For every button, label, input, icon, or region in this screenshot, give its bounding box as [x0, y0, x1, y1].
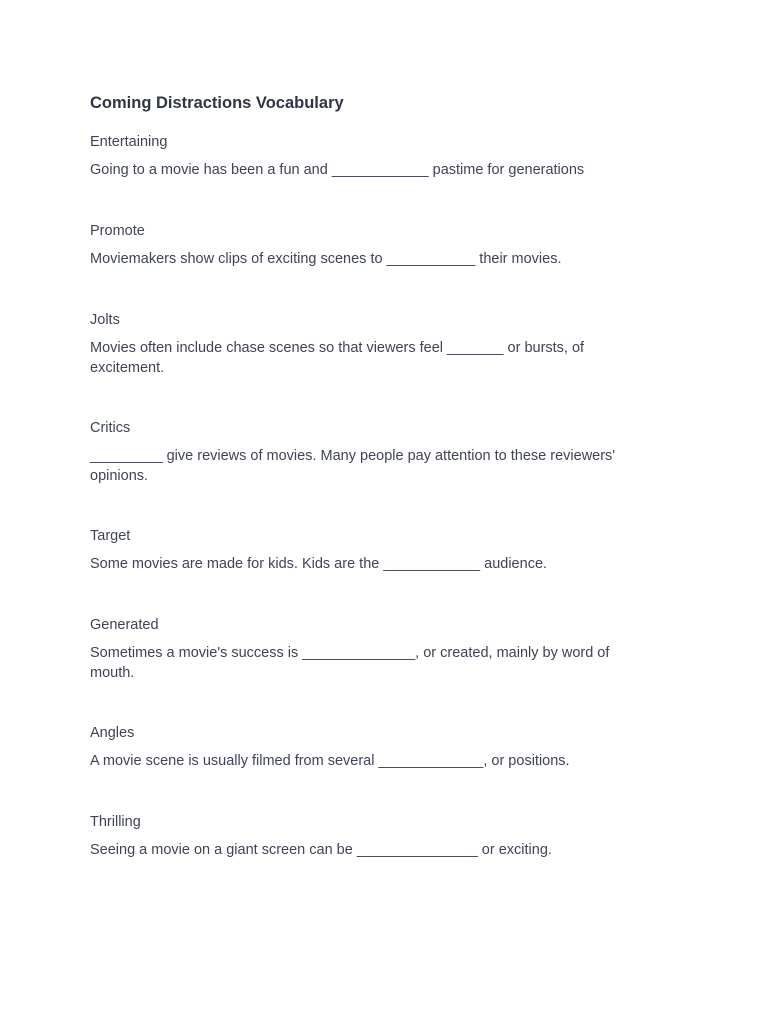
vocab-word: Critics — [90, 420, 131, 436]
vocab-sentence: Seeing a movie on a giant screen can be _______________ or exciting. — [90, 842, 552, 858]
vocab-entry-generated — [90, 616, 650, 724]
vocab-entry-target — [90, 527, 650, 616]
vocab-sentence: Sometimes a movie's success is ______________, or created, mainly by word of mouth. — [90, 645, 610, 681]
vocab-sentence: Moviemakers show clips of exciting scenes to ___________ their movies. — [90, 251, 562, 267]
document-page — [90, 92, 650, 902]
vocab-entry-critics — [90, 419, 650, 527]
vocabulary-list — [90, 133, 650, 902]
vocab-sentence: Some movies are made for kids. Kids are the ____________ audience. — [90, 556, 548, 572]
vocab-word: Jolts — [90, 312, 120, 328]
vocab-word: Promote — [90, 223, 145, 239]
vocab-entry-jolts — [90, 311, 650, 419]
vocab-word: Angles — [90, 725, 135, 741]
vocab-entry-entertaining — [90, 133, 650, 222]
vocab-entry-promote — [90, 222, 650, 311]
document-title: Coming Distractions Vocabulary — [90, 94, 344, 112]
vocab-word: Thrilling — [90, 814, 141, 830]
vocab-sentence: A movie scene is usually filmed from several _____________, or positions. — [90, 753, 570, 769]
vocab-sentence: _________ give reviews of movies. Many people pay attention to these reviewers' opinions. — [90, 448, 616, 484]
vocab-sentence: Movies often include chase scenes so that viewers feel _______ or bursts, of excitement. — [90, 340, 585, 376]
vocab-sentence: Going to a movie has been a fun and ____________ pastime for generations — [90, 162, 585, 178]
vocab-entry-angles — [90, 724, 650, 813]
vocab-word: Generated — [90, 617, 159, 633]
vocab-word: Entertaining — [90, 134, 168, 150]
vocab-entry-thrilling — [90, 813, 650, 902]
vocab-word: Target — [90, 528, 131, 544]
